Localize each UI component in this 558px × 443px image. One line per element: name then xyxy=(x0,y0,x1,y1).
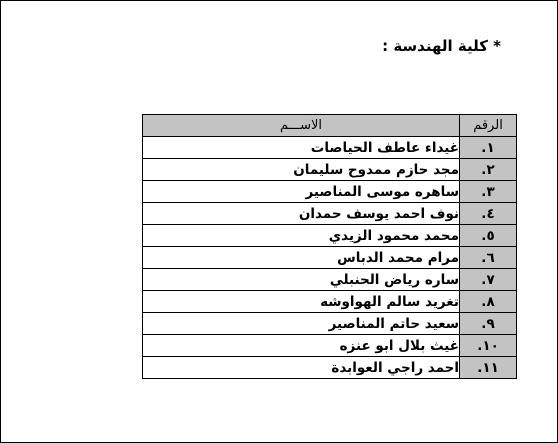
column-header-number: الرقم xyxy=(460,115,517,137)
table-header-row xyxy=(143,115,517,137)
row-number: ٩. xyxy=(460,313,517,335)
row-number: ٣. xyxy=(460,181,517,203)
row-number: ١٠. xyxy=(460,335,517,357)
column-header-name: الاســـم xyxy=(143,115,460,137)
student-name: ساره رياض الحنبلي xyxy=(143,269,460,291)
table-row xyxy=(143,203,517,225)
student-name: محمد محمود الزيدي xyxy=(143,225,460,247)
student-name: تغريد سالم الهواوشه xyxy=(143,291,460,313)
table-row xyxy=(143,313,517,335)
row-number: ٥. xyxy=(460,225,517,247)
student-name: ساهره موسى المناصير xyxy=(143,181,460,203)
row-number: ٦. xyxy=(460,247,517,269)
student-name: سعيد حاتم المناصير xyxy=(143,313,460,335)
table-row xyxy=(143,269,517,291)
row-number: ٨. xyxy=(460,291,517,313)
row-number: ٧. xyxy=(460,269,517,291)
table-row xyxy=(143,335,517,357)
table-row xyxy=(143,247,517,269)
table-row xyxy=(143,181,517,203)
student-name: غيداء عاطف الحياصات xyxy=(143,137,460,159)
students-table xyxy=(142,114,517,379)
student-name: مجد حازم ممدوح سليمان xyxy=(143,159,460,181)
student-name: نوف احمد يوسف حمدان xyxy=(143,203,460,225)
table-row xyxy=(143,357,517,379)
row-number: ٢. xyxy=(460,159,517,181)
table-row xyxy=(143,291,517,313)
student-name: مرام محمد الدباس xyxy=(143,247,460,269)
table-body xyxy=(143,137,517,379)
faculty-heading: * كلية الهندسة : xyxy=(382,37,501,55)
table-row xyxy=(143,137,517,159)
student-name: غيث بلال ابو عنزه xyxy=(143,335,460,357)
row-number: ١١. xyxy=(460,357,517,379)
student-name: احمد راجي العوابدة xyxy=(143,357,460,379)
table-row xyxy=(143,225,517,247)
row-number: ٤. xyxy=(460,203,517,225)
row-number: ١. xyxy=(460,137,517,159)
table-row xyxy=(143,159,517,181)
